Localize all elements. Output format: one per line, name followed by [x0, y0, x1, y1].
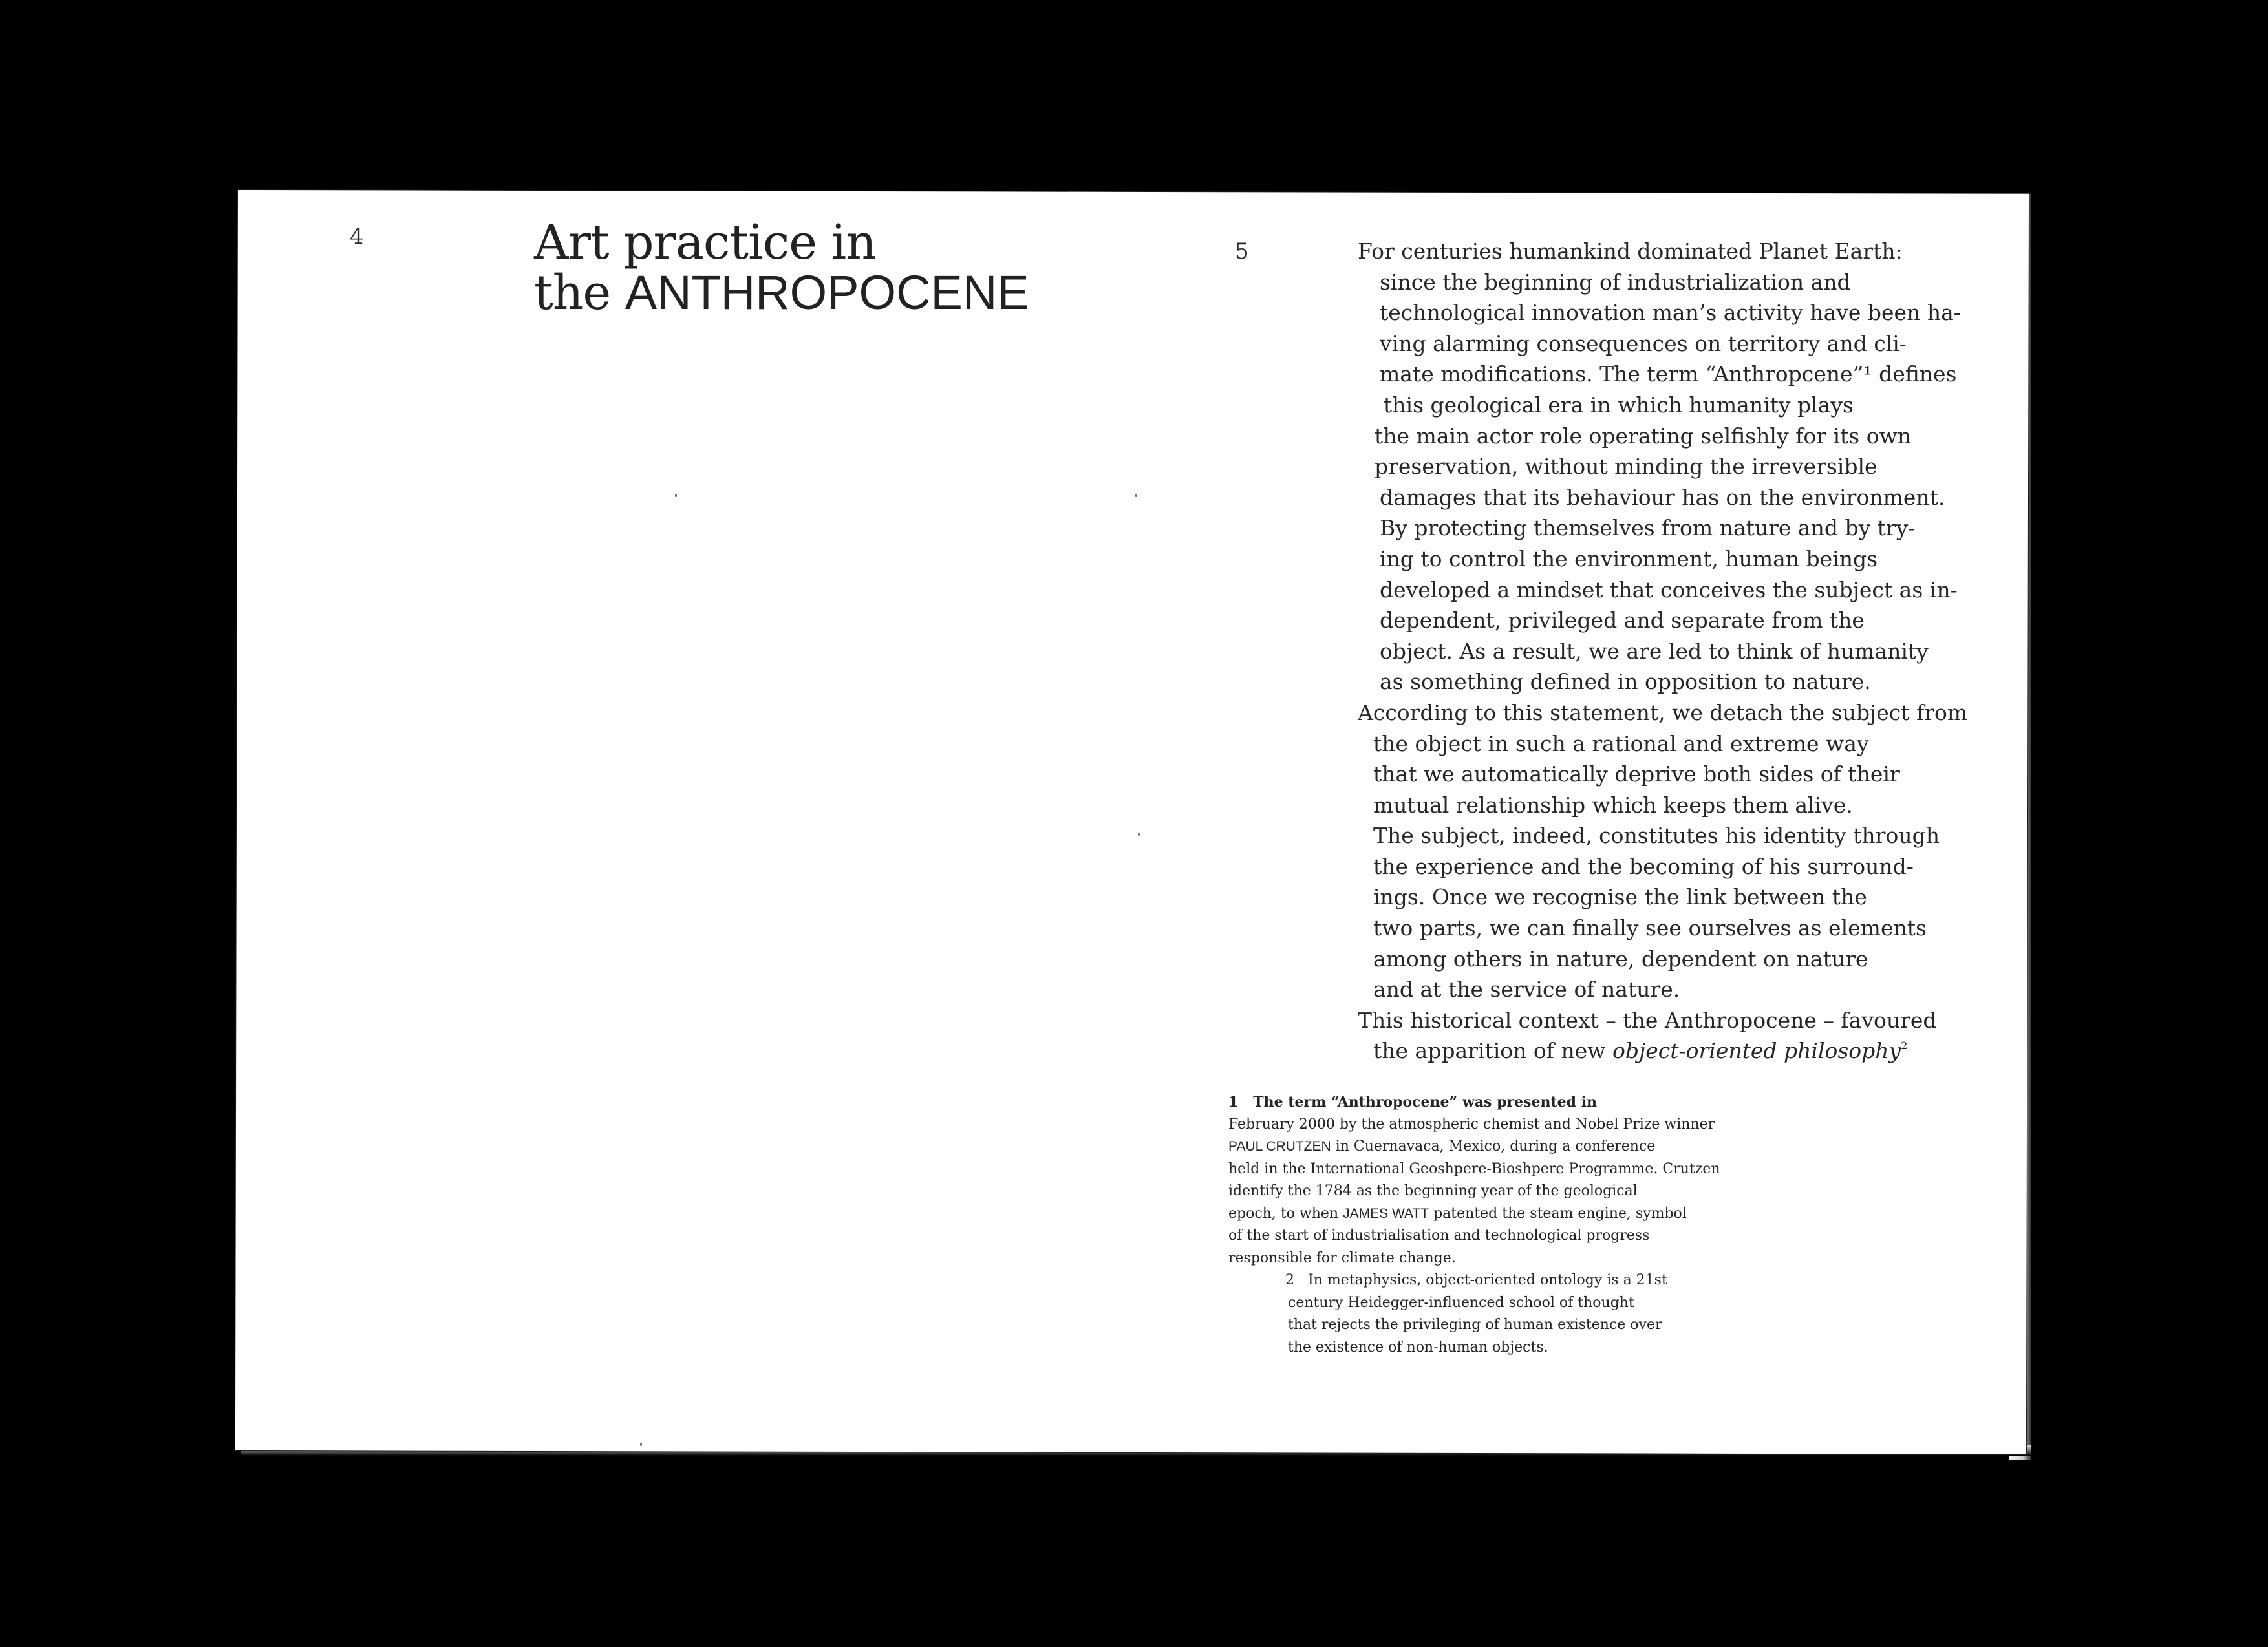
body-line: According to this statement, we detach the subject from [1358, 699, 1968, 725]
body-line: developed a mindset that conceives the subject as in- [1380, 577, 1958, 602]
footnote-text: in Cuernavaca, Mexico, during a conference [1331, 1138, 1656, 1154]
italic-term: object-oriented philosophy [1612, 1038, 1901, 1064]
footnote-1-line [1228, 1203, 1810, 1226]
paper-speck [640, 1443, 642, 1446]
body-line: as something defined in opposition to nature. [1380, 669, 1871, 695]
footnote-name-caps: JAMES WATT [1343, 1206, 1429, 1221]
footnote-text: identify the 1784 as the beginning year of the geological [1228, 1183, 1638, 1199]
footnote-text: of the start of industrialisation and technological progress [1228, 1227, 1650, 1244]
body-line-text: the apparition of new [1373, 1038, 1612, 1064]
footnote-name-caps: PAUL CRUTZEN [1228, 1139, 1331, 1154]
body-line: mate modifications. The term “Anthropcene”¹ defines [1380, 361, 1957, 387]
footnote-text: February 2000 by the atmospheric chemist and Nobel Prize winner [1228, 1116, 1715, 1132]
paper-speck [1138, 833, 1140, 836]
body-line: mutual relationship which keeps them alive. [1373, 792, 1853, 818]
body-line: ving alarming consequences on territory and cli- [1380, 330, 1907, 356]
body-line: preservation, without minding the irreversible [1375, 454, 1878, 480]
paper-speck [1135, 494, 1137, 497]
body-line-last [1358, 1036, 2004, 1067]
footnote-2-line: century Heidegger-influenced school of thought [1288, 1294, 1634, 1311]
body-line: ing to control the environment, human beings [1380, 546, 1878, 571]
right-page-number: 5 [1235, 239, 1249, 264]
body-text [1358, 236, 2004, 1067]
body-line: For centuries humankind dominated Planet Earth: [1358, 239, 1903, 264]
footnote-2-line: 2 In metaphysics, object-oriented ontology is a 21st [1285, 1272, 1667, 1288]
body-line: two parts, we can finally see ourselves as elements [1373, 915, 1927, 941]
body-line: the object in such a rational and extreme way [1373, 730, 1869, 756]
footnote-text: responsible for climate change. [1228, 1249, 1456, 1266]
body-line: that we automatically deprive both sides of their [1373, 761, 1900, 787]
body-line: This historical context – the Anthropocene – favoured [1358, 1007, 1937, 1033]
footnote-1-line [1228, 1114, 1810, 1136]
footnote-1-line [1228, 1225, 1810, 1248]
body-line: technological innovation man’s activity have been ha- [1380, 300, 1961, 326]
title-word-the: the [534, 265, 611, 321]
body-line: By protecting themselves from nature and by try- [1380, 515, 1916, 541]
body-line: The subject, indeed, constitutes his identity through [1373, 823, 1940, 849]
title-line-1: Art practice in [534, 215, 876, 270]
footnote-1-line [1228, 1136, 1810, 1158]
body-line: damages that its behaviour has on the environment. [1380, 484, 1945, 510]
footnote-1-line [1228, 1248, 1810, 1270]
paper-speck [675, 494, 677, 497]
left-page-number: 4 [350, 224, 364, 250]
title-word-anthropocene: ANTHROPOCENE [625, 266, 1029, 319]
footnote-marker: 2 [1901, 1039, 1908, 1052]
body-line: and at the service of nature. [1373, 977, 1680, 1003]
body-line: the main actor role operating selfishly for its own [1375, 423, 1912, 449]
chapter-title [534, 215, 1116, 321]
body-line: object. As a result, we are led to think of humanity [1380, 638, 1929, 664]
body-line: this geological era in which humanity plays [1384, 392, 1854, 418]
body-line: among others in nature, dependent on nature [1373, 946, 1868, 972]
footnote-text: held in the International Geoshpere-Bioshpere Programme. Crutzen [1228, 1160, 1720, 1177]
footnotes [1228, 1091, 1810, 1359]
footnote-1-line [1228, 1180, 1810, 1203]
footnote-2-line: the existence of non-human objects. [1288, 1339, 1548, 1355]
body-line: dependent, privileged and separate from the [1380, 608, 1865, 633]
body-line: the experience and the becoming of his surround- [1373, 853, 1914, 879]
footnote-2-line: that rejects the privileging of human existence over [1288, 1317, 1662, 1333]
footnote-text: epoch, to when [1228, 1205, 1343, 1222]
body-line: ings. Once we recognise the link between the [1373, 884, 1867, 910]
title-line-2 [534, 265, 1116, 321]
footnote-1-line [1228, 1158, 1810, 1181]
body-line: since the beginning of industrialization and [1380, 269, 1851, 295]
footnote-text: patented the steam engine, symbol [1429, 1205, 1687, 1222]
footnote-1-lead: 1 The term “Anthropocene” was presented in [1228, 1094, 1598, 1110]
